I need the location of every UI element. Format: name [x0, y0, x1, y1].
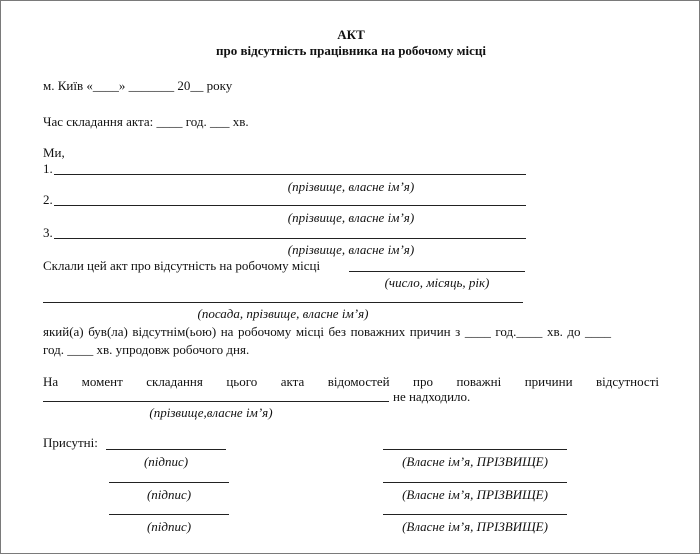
member-name-line [54, 205, 526, 206]
signature-line [109, 514, 229, 515]
fullname-line [383, 514, 567, 515]
member-name-hint: (прізвище, власне ім’я) [287, 210, 415, 225]
act-subtitle: про відсутність працівника на робочому місці [216, 43, 486, 58]
we-label: Ми, [43, 145, 65, 160]
absence-text-1: який(а) був(ла) відсутнім(ьою) на робочому місці без поважних причин з ____ год.____ хв. до ____ [43, 324, 612, 339]
member-name-line [54, 174, 526, 175]
fullname-hint: (Власне ім’я, ПРІЗВИЩЕ) [402, 519, 548, 534]
member-number: 2. [43, 192, 53, 207]
reasons-name-line [43, 401, 389, 402]
reasons-text-1: На момент складання цього акта відомостей про поважні причини відсутності [43, 374, 659, 389]
act-title: АКТ [337, 27, 365, 42]
employee-line [43, 302, 523, 303]
place-date-line: м. Київ «____» _______ 20__ року [43, 78, 233, 93]
time-line: Час складання акта: ____ год. ___ хв. [43, 114, 249, 129]
signature-line [106, 449, 226, 450]
member-name-line [54, 238, 526, 239]
fullname-line [383, 482, 567, 483]
signature-hint: (підпис) [146, 487, 192, 502]
member-number: 1. [43, 161, 53, 176]
member-name-hint: (прізвище, власне ім’я) [287, 179, 415, 194]
signature-hint: (підпис) [146, 519, 192, 534]
signature-line [109, 482, 229, 483]
employee-hint: (посада, прізвище, власне ім’я) [197, 306, 369, 321]
compiled-text: Склали цей акт про відсутність на робочому місці [43, 258, 321, 273]
member-name-hint: (прізвище, власне ім’я) [287, 242, 415, 257]
reasons-text-2: не надходило. [393, 389, 471, 404]
present-label: Присутні: [43, 435, 98, 450]
date-hint: (число, місяць, рік) [384, 275, 490, 290]
reasons-hint: (прізвище,власне ім’я) [149, 405, 273, 420]
fullname-line [383, 449, 567, 450]
signature-hint: (підпис) [143, 454, 189, 469]
fullname-hint: (Власне ім’я, ПРІЗВИЩЕ) [402, 487, 548, 502]
fullname-hint: (Власне ім’я, ПРІЗВИЩЕ) [402, 454, 548, 469]
member-number: 3. [43, 225, 53, 240]
date-line [349, 271, 525, 272]
absence-text-2: год. ____ хв. упродовж робочого дня. [43, 342, 250, 357]
